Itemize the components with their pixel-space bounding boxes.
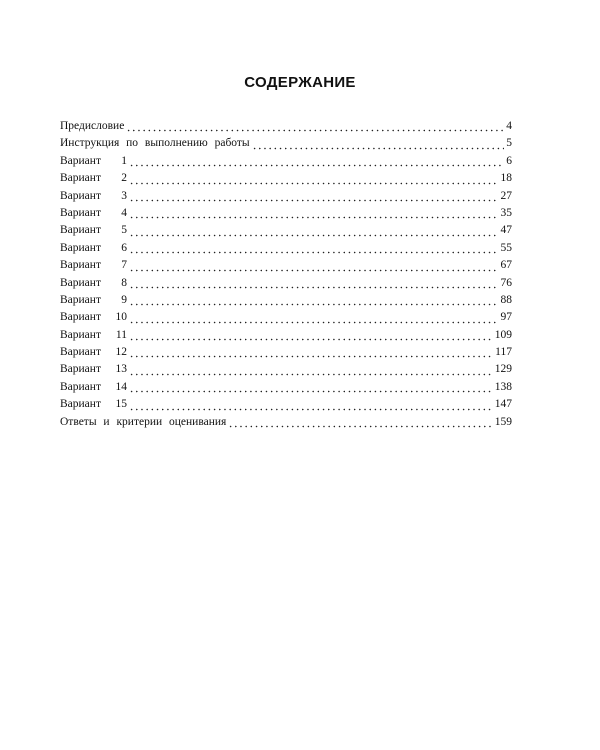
toc-entry-page: 4 — [506, 120, 512, 132]
toc-entry-6[interactable] — [60, 205, 512, 222]
toc-entry-page: 5 — [506, 137, 512, 150]
toc-entry-label: Вариант — [60, 363, 101, 376]
toc-dot-leader — [129, 260, 499, 272]
toc-entry-number: 2 — [121, 172, 127, 185]
toc-entry-7[interactable] — [60, 222, 512, 239]
toc-entry-title — [60, 414, 226, 431]
toc-entry-page: 97 — [500, 311, 512, 324]
toc-entry-page: 138 — [494, 380, 512, 393]
toc-entry-page: 27 — [500, 189, 512, 202]
toc-entry-number: 4 — [121, 206, 127, 219]
toc-entry-title — [60, 292, 127, 309]
toc-entry-number: 7 — [121, 259, 127, 272]
toc-entry-page: 88 — [500, 293, 512, 306]
toc-entry-page: 67 — [500, 259, 512, 272]
toc-entry-label: Вариант — [60, 346, 101, 359]
toc-entry-label: Вариант — [60, 276, 101, 289]
toc-dot-leader — [252, 138, 505, 150]
toc-entry-label: Вариант — [60, 259, 101, 272]
toc-entry-page: 117 — [495, 346, 512, 359]
toc-entry-title — [60, 222, 127, 239]
toc-dot-leader — [129, 173, 499, 185]
toc-dot-leader — [129, 346, 493, 358]
toc-entry-number: 1 — [121, 154, 127, 167]
toc-entry-page: 147 — [494, 398, 512, 411]
toc-entry-16[interactable] — [60, 379, 512, 396]
toc-entry-label: Вариант — [60, 293, 101, 306]
toc-entry-9[interactable] — [60, 257, 512, 274]
toc-entry-page: 35 — [500, 206, 512, 219]
toc-entry-label: Вариант — [60, 380, 101, 393]
toc-entry-page: 18 — [500, 172, 512, 185]
toc-entry-page: 109 — [494, 328, 512, 341]
table-of-contents — [60, 118, 512, 431]
toc-dot-leader — [228, 416, 492, 428]
toc-entry-label: Вариант — [60, 241, 101, 254]
toc-entry-number: 5 — [121, 224, 127, 237]
toc-entry-2[interactable] — [60, 135, 512, 152]
toc-entry-1[interactable] — [60, 118, 512, 135]
toc-entry-page: 55 — [500, 241, 512, 254]
toc-entry-number: 10 — [115, 311, 127, 324]
toc-entry-title — [60, 396, 127, 413]
toc-dot-leader — [129, 190, 499, 202]
toc-entry-title — [60, 188, 127, 205]
toc-entry-label: Инструкция по выполнению работы — [60, 137, 250, 150]
toc-dot-leader — [129, 225, 499, 237]
toc-entry-page: 129 — [494, 363, 512, 376]
toc-entry-title — [60, 118, 124, 135]
toc-dot-leader — [129, 207, 499, 219]
toc-dot-leader — [129, 277, 499, 289]
toc-entry-title — [60, 170, 127, 187]
toc-dot-leader — [129, 155, 504, 167]
toc-entry-15[interactable] — [60, 361, 512, 378]
toc-dot-leader — [129, 399, 493, 411]
toc-entry-3[interactable] — [60, 153, 512, 170]
toc-entry-title — [60, 153, 127, 170]
toc-entry-17[interactable] — [60, 396, 512, 413]
toc-entry-5[interactable] — [60, 188, 512, 205]
toc-dot-leader — [126, 120, 504, 132]
toc-entry-label: Вариант — [60, 189, 101, 202]
toc-entry-title — [60, 327, 127, 344]
toc-entry-label: Вариант — [60, 206, 101, 219]
toc-entry-number: 9 — [121, 293, 127, 306]
toc-entry-page: 159 — [494, 415, 512, 428]
toc-entry-number: 11 — [115, 328, 127, 341]
toc-entry-title — [60, 344, 127, 361]
toc-entry-number: 13 — [115, 363, 127, 376]
toc-entry-label: Вариант — [60, 311, 101, 324]
toc-entry-title — [60, 379, 127, 396]
toc-entry-14[interactable] — [60, 344, 512, 361]
toc-entry-title — [60, 240, 127, 257]
toc-entry-number: 14 — [115, 380, 127, 393]
toc-entry-12[interactable] — [60, 309, 512, 326]
toc-entry-title — [60, 275, 127, 292]
toc-entry-page: 76 — [500, 276, 512, 289]
toc-entry-label: Вариант — [60, 224, 101, 237]
toc-entry-label: Ответы и критерии оценивания — [60, 415, 227, 428]
page-title: СОДЕРЖАНИЕ — [244, 74, 356, 91]
toc-entry-title — [60, 205, 127, 222]
toc-entry-page: 6 — [506, 154, 512, 167]
toc-dot-leader — [129, 294, 499, 306]
toc-entry-number: 12 — [115, 346, 127, 359]
toc-entry-title — [60, 135, 250, 152]
toc-entry-title — [60, 361, 127, 378]
toc-dot-leader — [129, 364, 493, 376]
toc-entry-label: Вариант — [60, 172, 101, 185]
toc-entry-number: 3 — [121, 189, 127, 202]
toc-entry-number: 6 — [121, 241, 127, 254]
toc-entry-10[interactable] — [60, 275, 512, 292]
toc-entry-title — [60, 309, 127, 326]
toc-entry-13[interactable] — [60, 327, 512, 344]
toc-entry-title — [60, 257, 127, 274]
toc-dot-leader — [129, 381, 493, 393]
toc-entry-number: 15 — [115, 398, 127, 411]
toc-dot-leader — [129, 312, 499, 324]
toc-entry-4[interactable] — [60, 170, 512, 187]
toc-entry-number: 8 — [121, 276, 127, 289]
toc-entry-8[interactable] — [60, 240, 512, 257]
toc-entry-18[interactable] — [60, 414, 512, 431]
toc-dot-leader — [129, 329, 493, 341]
toc-entry-label: Предисловие — [60, 120, 125, 132]
toc-entry-label: Вариант — [60, 154, 101, 167]
toc-entry-page: 47 — [500, 224, 512, 237]
toc-entry-11[interactable] — [60, 292, 512, 309]
toc-dot-leader — [129, 242, 499, 254]
toc-entry-label: Вариант — [60, 398, 101, 411]
toc-entry-label: Вариант — [60, 328, 101, 341]
